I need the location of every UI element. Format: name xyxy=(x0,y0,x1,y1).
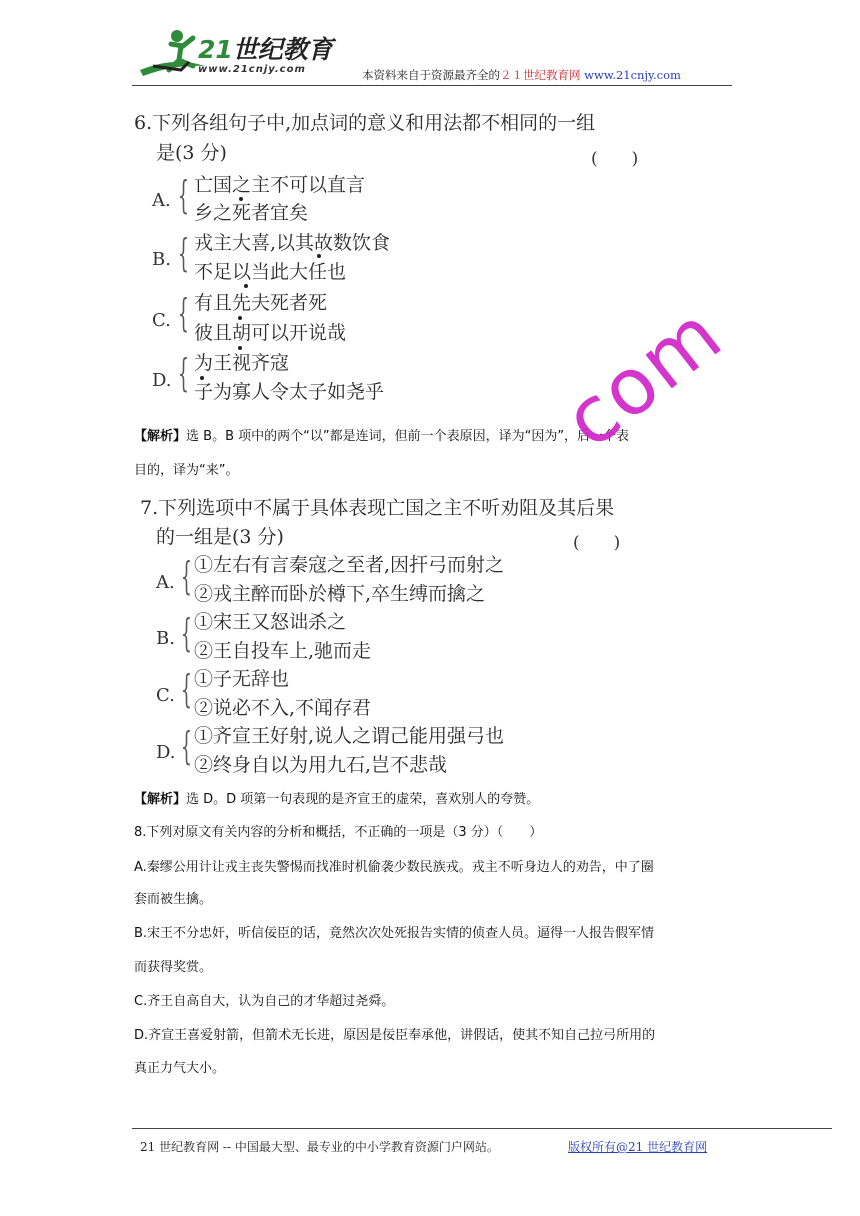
logo-url: www.21cnjy.com xyxy=(198,64,306,75)
q6-stem-line1: 6.下列各组句子中,加点词的意义和用法都不相同的一组 xyxy=(134,112,596,134)
footer-divider xyxy=(132,1128,832,1129)
q7-stem-line1: 7.下列选项中不属于具体表现亡国之主不听劝阻及其后果 xyxy=(140,497,615,519)
q6-option-d-line1: 为王视齐寇 xyxy=(194,352,290,374)
q7-option-b-line1: ①宋王又怒诎杀之 xyxy=(194,611,347,633)
q8-option-c: C.齐王自高自大，认为自己的才华超过尧舜。 xyxy=(134,994,395,1009)
emphasis-dot xyxy=(317,254,321,258)
q6-option-a-line1: 亡国之主不可以直言 xyxy=(194,174,366,196)
q6-answer-paren: ( ) xyxy=(591,149,639,169)
q7-option-c-line2: ②说必不入,不闻存君 xyxy=(194,697,372,719)
q6-stem-line2: 是(3 分) xyxy=(156,142,227,164)
q7-option-a-line2: ②戎主醉而卧於樽下,卒生缚而擒之 xyxy=(194,583,486,605)
q6-option-label-c: C. xyxy=(152,310,171,331)
q7-stem-line2: 的一组是(3 分) xyxy=(156,526,284,548)
q8-option-b-line1: B.宋王不分忠奸，听信佞臣的话，竟然次次处死报告实情的侦查人员。逼得一人报告假军情 xyxy=(134,926,655,941)
q6-option-b-line1: 戎主大喜,以其故数饮食 xyxy=(194,232,391,254)
q6-option-c-line1: 有且先夫死者死 xyxy=(194,292,328,314)
emphasis-dot xyxy=(200,376,204,380)
q6-analysis: 【解析】选 B。B 项中的两个“以”都是连词，但前一个表原因，译为“因为”，后一个表 xyxy=(134,429,630,444)
q6-option-label-a: A. xyxy=(152,190,171,211)
q7-option-a-line1: ①左右有言秦寇之至者,因扞弓而射之 xyxy=(194,554,505,576)
brace: { xyxy=(178,351,189,395)
header-url-link[interactable]: www.21cnjy.com xyxy=(584,68,681,82)
brace: { xyxy=(181,554,192,598)
q7-option-b-line2: ②王自投车上,驰而走 xyxy=(194,640,372,662)
q7-option-label-a: A. xyxy=(156,572,175,593)
q8-option-b-line2: 而获得奖赏。 xyxy=(134,960,213,975)
brace: { xyxy=(181,724,192,768)
q6-option-label-b: B. xyxy=(152,249,171,270)
q8-option-d-line1: D.齐宣王喜爱射箭，但箭术无长进，原因是佞臣奉承他，讲假话，使其不知自己拉弓所用的 xyxy=(134,1028,656,1043)
header-note: 本资料来自于资源最齐全的２１世纪教育网 www.21cnjy.com xyxy=(362,68,681,82)
q8-option-a-line2: 套而被生擒。 xyxy=(134,892,213,907)
q6-option-c-line2: 彼且胡可以开说哉 xyxy=(194,322,347,344)
header-divider xyxy=(132,85,732,86)
header-site-name[interactable]: ２１世纪教育网 xyxy=(500,68,581,82)
logo-wordmark: 21世纪教育 xyxy=(198,35,333,64)
q6-option-label-d: D. xyxy=(152,370,172,391)
q8-option-d-line2: 真正力气大小。 xyxy=(134,1061,226,1076)
brace: { xyxy=(178,231,189,275)
brace: { xyxy=(181,611,192,655)
brace: { xyxy=(181,667,192,711)
emphasis-dot xyxy=(239,197,243,201)
q7-answer-paren: ( ) xyxy=(573,533,621,553)
emphasis-dot xyxy=(244,284,248,288)
q7-analysis: 【解析】选 D。D 项第一句表现的是齐宣王的虚荣，喜欢别人的夸赞。 xyxy=(134,792,540,807)
brace: { xyxy=(178,291,189,335)
emphasis-dot xyxy=(238,316,242,320)
footer-tagline: 21 世纪教育网 -- 中国最大型、最专业的中小学教育资源门户网站。 xyxy=(140,1140,499,1154)
q7-option-c-line1: ①子无辞也 xyxy=(194,668,290,690)
q7-option-d-line1: ①齐宣王好射,说人之谓己能用强弓也 xyxy=(194,725,505,747)
q6-option-b-line2: 不足以当此大任也 xyxy=(194,261,347,283)
q7-option-label-d: D. xyxy=(156,742,176,763)
q7-option-label-b: B. xyxy=(156,628,175,649)
q6-analysis-line2: 目的，译为“来”。 xyxy=(134,463,239,478)
q8-stem: 8.下列对原文有关内容的分析和概括，不正确的一项是（3 分）（ ） xyxy=(134,825,543,840)
q6-option-d-line2: 子为寡人令太子如尧乎 xyxy=(194,381,385,403)
footer-copyright-link[interactable]: 版权所有@21 世纪教育网 xyxy=(568,1140,708,1154)
q7-option-label-c: C. xyxy=(156,685,175,706)
brace: { xyxy=(178,173,189,217)
q7-option-d-line2: ②终身自以为用九石,岂不悲哉 xyxy=(194,754,448,776)
q8-option-a-line1: A.秦缪公用计让戎主丧失警惕而找准时机偷袭少数民族戎。戎主不听身边人的劝告，中了圈 xyxy=(134,860,654,875)
watermark-text: com xyxy=(548,288,740,466)
q6-option-a-line2: 乡之死者宜矣 xyxy=(194,202,309,224)
emphasis-dot xyxy=(238,346,242,350)
